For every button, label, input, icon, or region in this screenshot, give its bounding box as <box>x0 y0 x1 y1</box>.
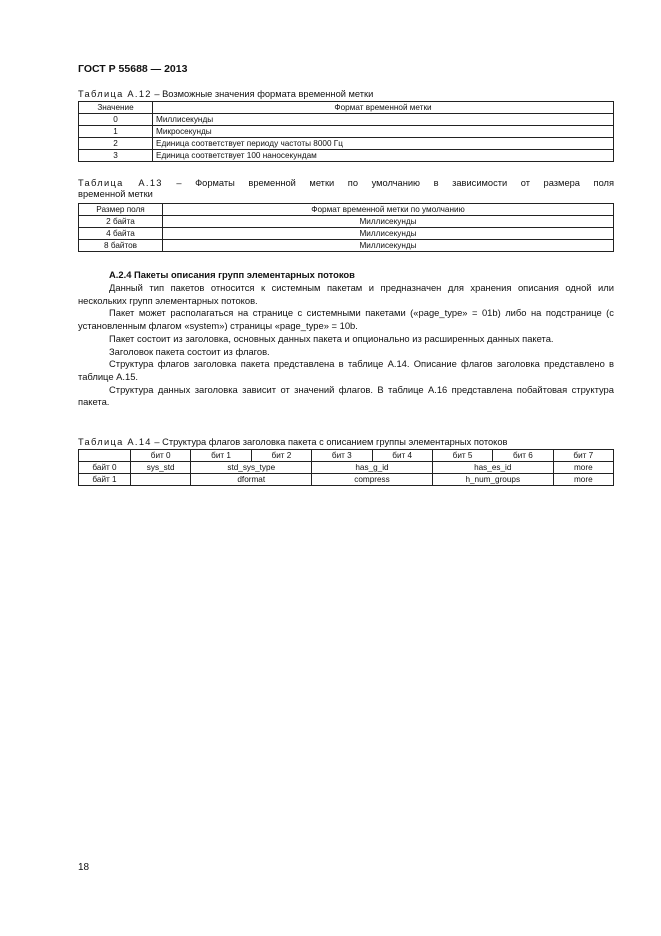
table-row <box>79 240 614 252</box>
table-cell: has_g_id <box>312 462 433 474</box>
table-row <box>79 216 614 228</box>
table-a13-caption-line2: временной метки <box>78 189 153 199</box>
paragraph: Заголовок пакета состоит из флагов. <box>109 345 270 357</box>
table-a13 <box>78 203 614 252</box>
table-header-row <box>79 204 614 216</box>
column-header: бит 6 <box>493 450 553 462</box>
table-row <box>79 228 614 240</box>
column-header: бит 5 <box>432 450 492 462</box>
table-row <box>79 474 614 486</box>
column-header: бит 4 <box>372 450 432 462</box>
table-header-row <box>79 102 614 114</box>
table-a14-caption <box>78 437 507 448</box>
table-cell: Миллисекунды <box>163 228 614 240</box>
section-body <box>78 282 614 409</box>
column-header <box>79 450 131 462</box>
table-a12-caption <box>78 89 373 100</box>
table-cell: 2 байта <box>79 216 163 228</box>
table-cell: 8 байтов <box>79 240 163 252</box>
table-row <box>79 150 614 162</box>
table-a14-label: Таблица А.14 <box>78 437 152 447</box>
column-header: Значение <box>79 102 153 114</box>
table-a12-title: – Возможные значения формата временной метки <box>151 89 374 99</box>
table-cell: Миллисекунды <box>163 216 614 228</box>
table-row <box>79 114 614 126</box>
table-cell: Единица соответствует 100 наносекундам <box>153 150 614 162</box>
column-header: бит 7 <box>553 450 613 462</box>
table-a13-title: – Форматы временной метки по умолчанию в зависимости от размера поля <box>162 178 614 188</box>
column-header: бит 2 <box>251 450 311 462</box>
column-header: Формат временной метки по умолчанию <box>163 204 614 216</box>
column-header: Формат временной метки <box>153 102 614 114</box>
table-cell: 4 байта <box>79 228 163 240</box>
table-cell: compress <box>312 474 433 486</box>
table-row <box>79 126 614 138</box>
table-row <box>79 462 614 474</box>
table-cell: std_sys_type <box>191 462 312 474</box>
table-cell: 1 <box>79 126 153 138</box>
table-cell: sys_std <box>131 462 191 474</box>
table-cell: Миллисекунды <box>153 114 614 126</box>
table-cell: Единица соответствует периоду частоты 8000 Гц <box>153 138 614 150</box>
table-cell: more <box>553 462 613 474</box>
column-header: бит 0 <box>131 450 191 462</box>
paragraph: Пакет может располагаться на странице с системными пакетами («page_type» = 01b) либо на подстранице (с установленным флагом «system») страницы «page_type» = 10b. <box>78 307 614 332</box>
paragraph: Структура данных заголовка зависит от значений флагов. В таблице А.16 представлена побайтовая структура пакета. <box>78 383 614 408</box>
paragraph: Структура флагов заголовка пакета представлена в таблице А.14. Описание флагов заголовка представлено в таблице А.15. <box>78 358 614 382</box>
column-header: бит 1 <box>191 450 251 462</box>
column-header: Размер поля <box>79 204 163 216</box>
table-a14 <box>78 449 614 486</box>
table-cell: Микросекунды <box>153 126 614 138</box>
document-header: ГОСТ Р 55688 — 2013 <box>78 63 188 75</box>
table-cell: more <box>553 474 613 486</box>
table-a13-label: Таблица А.13 <box>78 178 163 188</box>
table-cell <box>131 474 191 486</box>
table-cell: 0 <box>79 114 153 126</box>
table-cell: 2 <box>79 138 153 150</box>
row-label: байт 1 <box>79 474 131 486</box>
table-a13-caption <box>78 178 614 200</box>
paragraph: Данный тип пакетов относится к системным пакетам и предназначен для хранения описания одной или нескольких групп элементарных потоков. <box>78 282 614 306</box>
table-row <box>79 138 614 150</box>
table-cell: has_es_id <box>432 462 553 474</box>
table-header-row <box>79 450 614 462</box>
column-header: бит 3 <box>312 450 372 462</box>
table-cell: Миллисекунды <box>163 240 614 252</box>
table-a13-caption-line1 <box>78 178 614 189</box>
table-a12 <box>78 101 614 162</box>
table-cell: dformat <box>191 474 312 486</box>
paragraph: Пакет состоит из заголовка, основных данных пакета и опционально из расширенных данных пакета. <box>109 332 554 344</box>
table-a12-label: Таблица А.12 <box>78 89 152 99</box>
table-cell: 3 <box>79 150 153 162</box>
table-cell: h_num_groups <box>432 474 553 486</box>
table-a14-title: – Структура флагов заголовка пакета с описанием группы элементарных потоков <box>151 437 508 447</box>
page-number: 18 <box>78 862 90 873</box>
section-title: А.2.4 Пакеты описания групп элементарных потоков <box>109 269 355 280</box>
row-label: байт 0 <box>79 462 131 474</box>
